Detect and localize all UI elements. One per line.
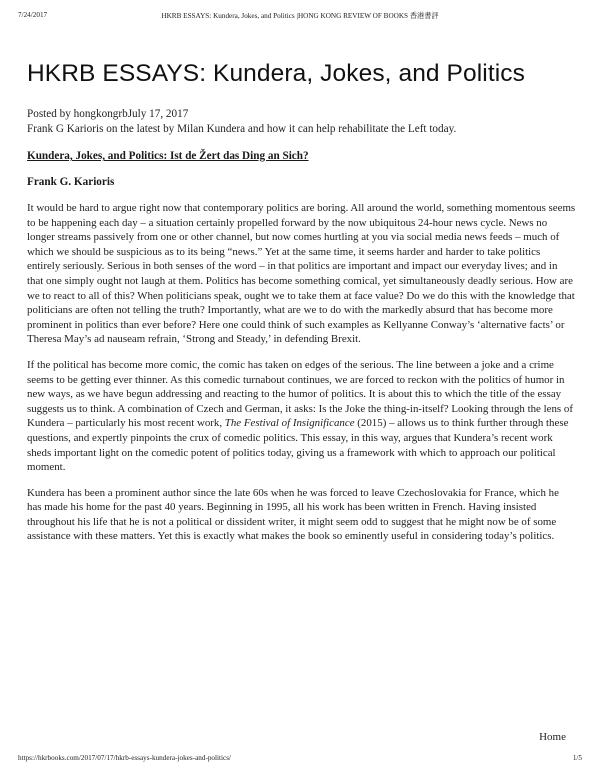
post-summary: Frank G Karioris on the latest by Milan Kundera and how it can help rehabilitate the Left today. <box>27 123 457 135</box>
print-date: 7/24/2017 <box>18 11 48 19</box>
print-doc-title: HKRB ESSAYS: Kundera, Jokes, and Politics |HONG KONG REVIEW OF BOOKS 香港書評 <box>161 12 439 20</box>
print-footer <box>18 754 582 766</box>
article <box>27 28 576 544</box>
post-meta <box>27 107 576 137</box>
book-title: The Festival of Insignificance <box>224 417 355 430</box>
paragraph-2-text-b: (2015) – allows us to think further through these questions, and expertly pinpoints the crux of comedic politics. This essay, in this way, argues that Kundera’s recent work sheds important light on the comedic potent of politics today, giving us a framework with which to approach our political moment. <box>27 417 569 474</box>
paragraph-2-text-a: If the political has become more comic, the comic has taken on edges of the serious. The line between a joke and a crime seems to be getting ever thinner. As this comedic turnabout continues, we are forced to reckon with the politics of humor in new ways, as we have begun addressing and reacting to the humor of politics. It is about this to which the title of the essay suggests us to think. A combination of Czech and German, it asks: Is the Joke the thing-in-itself? Looking through the lens of Kundera – particularly his most recent work, <box>27 358 573 430</box>
paragraph-2 <box>27 358 576 475</box>
post-date: July 17, 2017 <box>127 108 189 120</box>
page-title: HKRB ESSAYS: Kundera, Jokes, and Politics <box>27 60 525 87</box>
post-byline <box>27 107 576 122</box>
print-header <box>18 11 582 23</box>
article-author: Frank G. Karioris <box>27 176 115 188</box>
paragraph-3: Kundera has been a prominent author since the late 60s when he was forced to leave Czechoslovakia for France, which he has made his home for the past 40 years. Beginning in 1995, all his work has been written in French. Having insisted throughout his life that he is not a political or dissident writer, it might seem odd to suggest that he might now be of some assistance with these matters. Yet this is exactly what makes the book so eminently useful in considering today’s politics. <box>27 486 559 543</box>
posted-prefix: Posted by <box>27 108 74 120</box>
article-subtitle: Kundera, Jokes, and Politics: Ist de Žert das Ding an Sich? <box>27 150 309 162</box>
print-url: https://hkrbooks.com/2017/07/17/hkrb-essays-kundera-jokes-and-politics/ <box>18 754 231 762</box>
home-link[interactable]: Home <box>539 731 566 743</box>
author-link[interactable]: hongkongrb <box>73 108 128 120</box>
paragraph-1: It would be hard to argue right now that contemporary politics are boring. All around the world, something momentous seems to be happening each day – a situation certainly propelled forward by the now ubiquitous 24-hour news cycle. News no longer streams passively from one or other channel, but now comes hurtling at you via social media news feeds – much of which we should be suspicious as to its being “news.” Yet at the same time, it seems harder and harder to take politics entirely seriously. Serious in both senses of the word – in that politics are important and impact our everyday lives; and in that one simply ought not laugh at them. Politics has become something comical, yet simultaneously deadly serious. How are we to react to all of this? When politicians speak, ought we to take them at face value? Do we do this with the knowledge that politicians are often not telling the truth? Importantly, what are we to do with the markedly absurd that has become more prominent in politics than ever before? Here one could think of such examples as Kellyanne Conway’s ‘alternative facts’ or Theresa May’s ad nauseam refrain, ‘Strong and Steady,’ in defending Brexit. <box>27 202 576 346</box>
page-number: 1/5 <box>572 754 582 762</box>
